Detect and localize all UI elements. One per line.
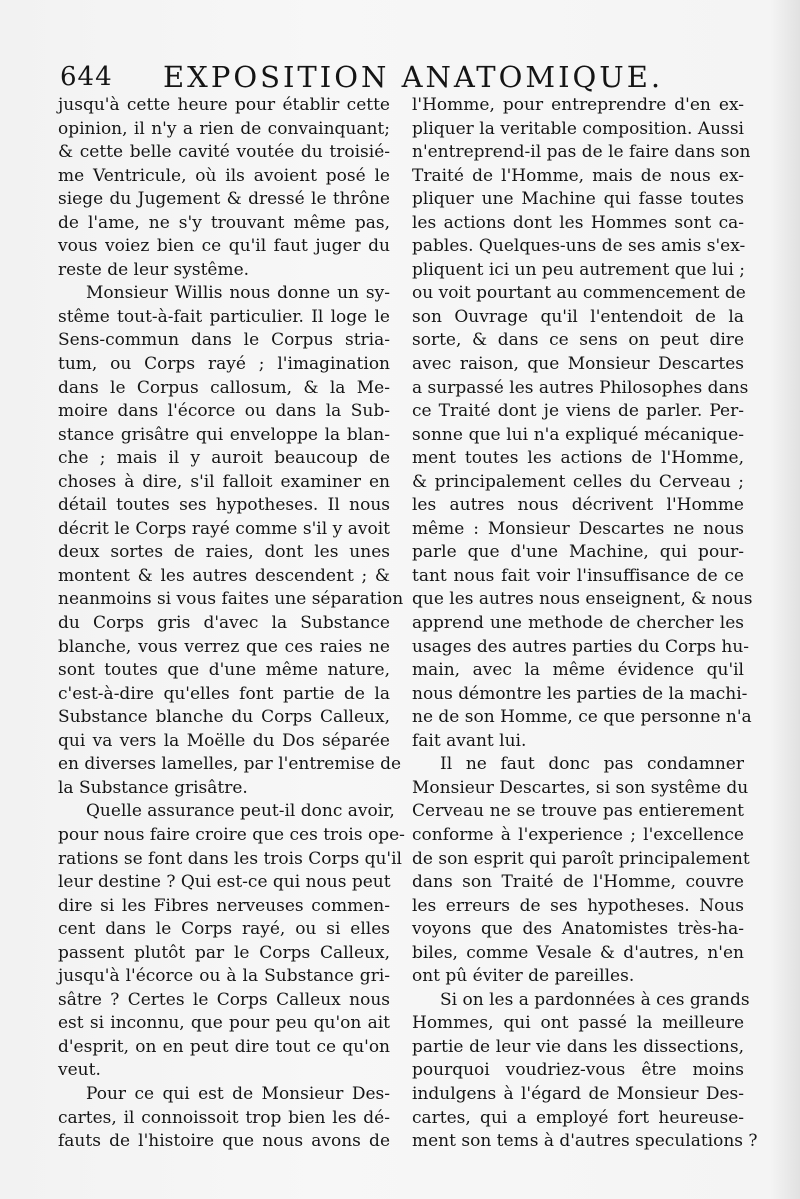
left-text-column [58,94,405,1154]
text-line: stance grisâtre qui enveloppe la blan- [58,424,390,445]
text-line: sonne que lui n'a expliqué mécanique- [412,424,744,445]
text-line: stême tout-à-fait particulier. Il loge le [58,306,390,327]
text-line: veut. [58,1060,101,1081]
text-line: choses à dire, s'il falloit examiner en [58,471,390,492]
text-line: sorte, & dans ce sens on peut dire [412,330,744,351]
text-line: Substance blanche du Corps Calleux, [58,707,390,728]
text-line: partie de leur vie dans les dissections, [412,1036,744,1057]
text-line: Pour ce qui est de Monsieur Des- [86,1083,390,1104]
page-number: 644 [60,62,113,92]
text-line: vous voiez bien ce qu'il faut juger du [58,236,390,257]
text-line: ont pû éviter de pareilles. [412,966,635,987]
text-line: pour nous faire croire que ces trois ope- [58,824,405,845]
text-line: n'entreprend-il pas de le faire dans son [412,142,751,163]
running-title: EXPOSITION ANATOMIQUE. [163,60,664,94]
text-line: usages des autres parties du Corps hu- [412,636,750,657]
text-line: Monsieur Willis nous donne un sy- [86,283,390,304]
text-line: voyons que des Anatomistes très-ha- [412,919,744,940]
text-line: sont toutes que d'une même nature, [58,660,390,681]
page-header [55,60,735,94]
text-line: ment toutes les actions de l'Homme, [412,448,744,469]
text-line: ment son tems à d'autres speculations ? [412,1131,758,1152]
text-line: Monsieur Descartes, si son systême du [412,777,749,798]
text-line: cent dans le Corps rayé, ou si elles [58,919,390,940]
text-line: ou voit pourtant au commencement de [412,283,746,304]
text-line: jusqu'à cette heure pour établir cette [58,95,390,115]
text-line: main, avec la même évidence qu'il [412,660,744,681]
text-line: Si on les a pardonnées à ces grands [440,989,750,1010]
text-line: cartes, il connoissoit trop bien les dé- [58,1107,390,1128]
text-line: les erreurs de ses hypotheses. Nous [412,895,744,916]
text-line: les autres nous décrivent l'Homme [412,495,744,516]
text-line: parle que d'une Machine, qui pour- [412,542,744,563]
text-line: moire dans l'écorce ou dans la Sub- [58,401,390,422]
text-line: en diverses lamelles, par l'entremise de [58,754,402,775]
text-line: sâtre ? Certes le Corps Calleux nous [58,989,390,1010]
text-line: nous démontre les parties de la machi- [412,683,748,704]
text-line: qui va vers la Moëlle du Dos séparée [58,730,390,751]
text-line: & cette belle cavité voutée du troisié- [58,142,390,163]
text-line: c'est-à-dire qu'elles font partie de la [58,683,390,704]
text-line: conforme à l'experience ; l'excellence [412,824,744,845]
text-line: Quelle assurance peut-il donc avoir, [86,801,395,822]
text-line: Hommes, qui ont passé la meilleure [412,1013,744,1034]
text-line: de l'ame, ne s'y trouvant même pas, [58,212,390,233]
text-line: décrit le Corps rayé comme s'il y avoit [58,518,390,539]
text-line: che ; mais il y auroit beaucoup de [58,448,390,469]
text-line: dire si les Fibres nerveuses commen- [58,895,390,916]
text-line: pliquer la veritable composition. Aussi [412,118,744,139]
text-line: & principalement celles du Cerveau ; [412,471,744,492]
text-line: avec raison, que Monsieur Descartes [412,354,744,375]
text-line: pliquent ici un peu autrement que lui ; [412,259,745,280]
text-line: blanche, vous verrez que ces raies ne [58,636,390,657]
text-line: que les autres nous enseignent, & nous [412,589,753,610]
text-line: opinion, il n'y a rien de convainquant; [58,118,390,139]
text-line: dans le Corpus callosum, & la Me- [58,377,390,398]
text-line: même : Monsieur Descartes ne nous [412,518,744,539]
text-line: biles, comme Vesale & d'autres, n'en [412,942,744,963]
text-line: Traité de l'Homme, mais de nous ex- [412,165,744,186]
text-line: détail toutes ses hypotheses. Il nous [58,495,390,516]
text-line: tant nous fait voir l'insuffisance de ce [412,565,744,586]
text-line: pliquer une Machine qui fasse toutes [412,189,744,210]
text-line: la Substance grisâtre. [58,777,248,798]
text-line: du Corps gris d'avec la Substance [58,613,390,634]
text-line: leur destine ? Qui est-ce qui nous peut [58,872,391,893]
text-line: indulgens à l'égard de Monsieur Des- [412,1083,744,1104]
text-line: l'Homme, pour entreprendre d'en ex- [412,95,744,115]
text-line: son Ouvrage qu'il l'entendoit de la [412,306,744,327]
text-line: Cerveau ne se trouve pas entierement [412,801,744,822]
text-line: de son esprit qui paroît principalement [412,848,750,869]
text-line: tum, ou Corps rayé ; l'imagination [58,354,390,375]
text-line: fait avant lui. [412,730,527,751]
text-line: a surpassé les autres Philosophes dans [412,377,749,398]
text-line: me Ventricule, où ils avoient posé le [58,165,390,186]
text-line: Sens-commun dans le Corpus stria- [58,330,390,351]
text-line: d'esprit, on en peut dire tout ce qu'on [58,1036,390,1057]
text-line: fauts de l'histoire que nous avons de [58,1131,390,1152]
text-line: cartes, qui a employé fort heureuse- [412,1107,744,1128]
text-line: neanmoins si vous faites une séparation [58,589,404,610]
text-line: ne de son Homme, ce que personne n'a [412,707,752,728]
text-line: montent & les autres descendent ; & [58,565,390,586]
text-line: jusqu'à l'écorce ou à la Substance gri- [58,966,390,987]
text-line: reste de leur systême. [58,259,250,280]
text-line: deux sortes de raies, dont les unes [58,542,390,563]
text-line: les actions dont les Hommes sont ca- [412,212,744,233]
text-line: ce Traité dont je viens de parler. Per- [412,401,744,422]
right-text-column [412,94,758,1154]
text-line: Il ne faut donc pas condamner [440,754,744,775]
text-line: rations se font dans les trois Corps qu'il [58,848,402,869]
text-line: apprend une methode de chercher les [412,613,744,634]
text-line: dans son Traité de l'Homme, couvre [412,872,744,893]
text-line: pables. Quelques-uns de ses amis s'ex- [412,236,746,257]
text-line: siege du Jugement & dressé le thrône [58,189,390,210]
text-line: passent plutôt par le Corps Calleux, [58,942,390,963]
text-line: pourquoi voudriez-vous être moins [412,1060,744,1081]
page-edge-shadow [770,0,800,1199]
text-line: est si inconnu, que pour peu qu'on ait [58,1013,390,1034]
